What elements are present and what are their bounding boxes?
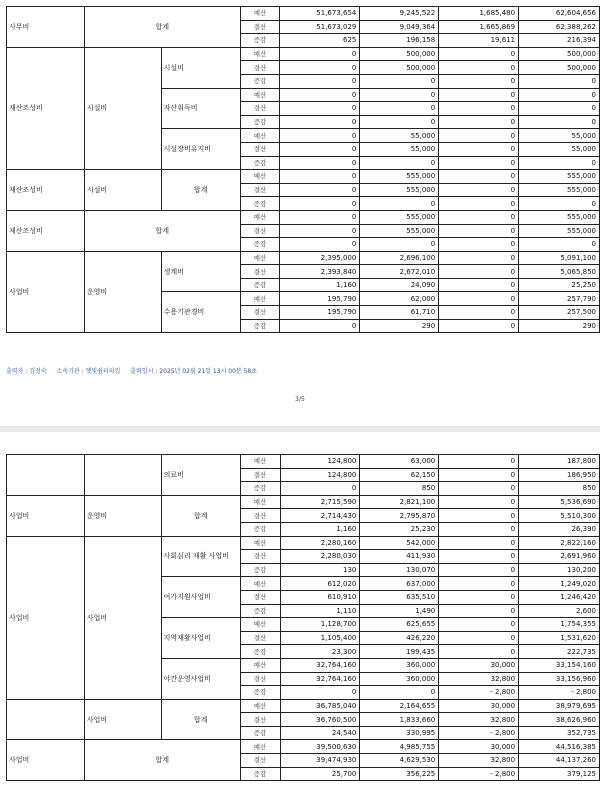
category-cell: 사업비 — [7, 495, 85, 536]
amount-cell: 0 — [439, 306, 519, 320]
item-cell: 생계비 — [161, 251, 240, 292]
row-type: 예산 — [240, 618, 280, 632]
row-type: 결산 — [240, 713, 280, 727]
row-type: 증감 — [240, 645, 280, 659]
amount-cell: 0 — [439, 156, 519, 170]
row-type: 결산 — [240, 102, 280, 116]
row-type: 예산 — [240, 699, 280, 713]
amount-cell: 0 — [519, 102, 600, 116]
amount-cell: 39,474,930 — [280, 754, 360, 768]
amount-cell: 51,673,029 — [280, 20, 360, 34]
amount-cell: 0 — [280, 88, 360, 102]
row-type: 예산 — [240, 129, 280, 143]
amount-cell: 130,070 — [360, 563, 439, 577]
amount-cell: 0 — [280, 47, 360, 61]
amount-cell: 222,735 — [519, 645, 600, 659]
amount-cell: 352,735 — [519, 726, 600, 740]
amount-cell: 63,000 — [360, 455, 439, 469]
row-type: 예산 — [240, 740, 280, 754]
amount-cell: 0 — [439, 238, 519, 252]
amount-cell: 2,280,030 — [280, 550, 360, 564]
amount-cell: - 2,800 — [519, 686, 600, 700]
amount-cell: 0 — [360, 238, 439, 252]
amount-cell: 290 — [519, 319, 600, 333]
amount-cell: 542,000 — [360, 536, 439, 550]
amount-cell: 0 — [280, 115, 360, 129]
amount-cell: 0 — [280, 183, 360, 197]
amount-cell: 0 — [280, 142, 360, 156]
amount-cell: 25,700 — [280, 767, 360, 781]
row-type: 예산 — [240, 251, 280, 265]
item-cell: 의료비 — [161, 455, 240, 496]
amount-cell: 637,000 — [360, 577, 439, 591]
amount-cell: 24,540 — [280, 726, 360, 740]
amount-cell: 0 — [519, 115, 600, 129]
amount-cell: 379,125 — [519, 767, 600, 781]
row-type: 증감 — [240, 522, 280, 536]
row-type: 증감 — [240, 319, 280, 333]
row-type: 결산 — [240, 590, 280, 604]
amount-cell: 555,000 — [519, 183, 600, 197]
amount-cell: 0 — [439, 142, 519, 156]
amount-cell: 38,979,695 — [519, 699, 600, 713]
amount-cell: 0 — [439, 455, 519, 469]
amount-cell: 0 — [439, 292, 519, 306]
amount-cell: 625 — [280, 34, 360, 48]
amount-cell: 0 — [439, 319, 519, 333]
subtotal-cell: 합계 — [84, 740, 240, 781]
amount-cell: 124,800 — [280, 455, 360, 469]
subcategory-cell — [84, 455, 161, 496]
subcategory-cell: 운영비 — [84, 251, 161, 333]
amount-cell: 1,160 — [280, 278, 360, 292]
item-cell: 시설장비유지비 — [161, 129, 240, 170]
amount-cell: 2,822,160 — [519, 536, 600, 550]
page-number: 3/5 — [295, 396, 305, 403]
amount-cell: 2,393,840 — [280, 265, 360, 279]
amount-cell: 0 — [439, 61, 519, 75]
amount-cell: 5,091,100 — [519, 251, 600, 265]
amount-cell: 0 — [360, 115, 439, 129]
amount-cell: 555,000 — [360, 210, 439, 224]
amount-cell: 0 — [439, 536, 519, 550]
row-type: 증감 — [240, 115, 280, 129]
amount-cell: 0 — [439, 631, 519, 645]
amount-cell: 0 — [280, 686, 360, 700]
amount-cell: 30,000 — [439, 699, 519, 713]
amount-cell: 0 — [280, 197, 360, 211]
amount-cell: 62,000 — [360, 292, 439, 306]
amount-cell: 9,049,364 — [360, 20, 439, 34]
amount-cell: 44,137,260 — [519, 754, 600, 768]
subcategory-cell: 사업비 — [84, 536, 161, 699]
amount-cell: 0 — [439, 618, 519, 632]
amount-cell: 2,280,160 — [280, 536, 360, 550]
amount-cell: 5,510,300 — [519, 509, 600, 523]
amount-cell: 555,000 — [360, 224, 439, 238]
amount-cell: 0 — [439, 604, 519, 618]
amount-cell: 257,500 — [519, 306, 600, 320]
row-type: 증감 — [240, 34, 280, 48]
row-type: 증감 — [240, 197, 280, 211]
subcategory-cell: 운영비 — [84, 495, 161, 536]
category-cell: 사업비 — [7, 251, 85, 333]
item-cell: 지역재활사업비 — [161, 618, 240, 659]
category-cell — [7, 455, 85, 496]
amount-cell: 4,985,755 — [360, 740, 439, 754]
row-type: 예산 — [240, 455, 280, 469]
amount-cell: 0 — [439, 509, 519, 523]
subtotal-cell: 합계 — [161, 170, 240, 211]
amount-cell: 25,230 — [360, 522, 439, 536]
amount-cell: 0 — [439, 645, 519, 659]
amount-cell: 0 — [439, 468, 519, 482]
amount-cell: 2,821,100 — [360, 495, 439, 509]
amount-cell: 2,715,590 — [280, 495, 360, 509]
amount-cell: 330,995 — [360, 726, 439, 740]
amount-cell: 2,691,960 — [519, 550, 600, 564]
subtotal-cell: 합계 — [161, 699, 240, 740]
amount-cell: 500,000 — [519, 47, 600, 61]
amount-cell: 0 — [439, 265, 519, 279]
amount-cell: 0 — [439, 224, 519, 238]
amount-cell: 0 — [360, 102, 439, 116]
amount-cell: 2,600 — [519, 604, 600, 618]
subtotal-cell: 합계 — [84, 210, 240, 251]
amount-cell: 1,246,420 — [519, 590, 600, 604]
amount-cell: 62,150 — [360, 468, 439, 482]
amount-cell: 44,516,385 — [519, 740, 600, 754]
amount-cell: 4,629,530 — [360, 754, 439, 768]
row-type: 결산 — [240, 20, 280, 34]
amount-cell: 26,390 — [519, 522, 600, 536]
amount-cell: 5,065,850 — [519, 265, 600, 279]
amount-cell: 1,249,020 — [519, 577, 600, 591]
row-type: 예산 — [240, 7, 280, 21]
amount-cell: 1,105,400 — [280, 631, 360, 645]
amount-cell: 0 — [439, 278, 519, 292]
amount-cell: 0 — [439, 495, 519, 509]
subcategory-cell: 시설비 — [84, 47, 161, 169]
category-cell: 재산조성비 — [7, 170, 85, 211]
amount-cell: 9,245,522 — [360, 7, 439, 21]
amount-cell: 360,000 — [360, 672, 439, 686]
amount-cell: 555,000 — [519, 224, 600, 238]
item-cell: 자산취득비 — [161, 88, 240, 129]
amount-cell: 130,200 — [519, 563, 600, 577]
amount-cell: 0 — [280, 61, 360, 75]
amount-cell: 1,128,700 — [280, 618, 360, 632]
category-cell: 사업비 — [7, 536, 85, 699]
page-separator — [0, 426, 600, 432]
amount-cell: 625,655 — [360, 618, 439, 632]
row-type: 예산 — [240, 292, 280, 306]
amount-cell: 411,930 — [360, 550, 439, 564]
amount-cell: 500,000 — [360, 61, 439, 75]
amount-cell: 0 — [360, 686, 439, 700]
amount-cell: 0 — [439, 170, 519, 184]
category-cell: 재산조성비 — [7, 47, 85, 169]
amount-cell: 0 — [439, 482, 519, 496]
amount-cell: 1,754,355 — [519, 618, 600, 632]
amount-cell: 2,714,430 — [280, 509, 360, 523]
amount-cell: 0 — [439, 47, 519, 61]
row-type: 예산 — [240, 88, 280, 102]
amount-cell: 1,685,480 — [439, 7, 519, 21]
amount-cell: 0 — [439, 550, 519, 564]
row-type: 결산 — [240, 509, 280, 523]
amount-cell: 555,000 — [360, 183, 439, 197]
amount-cell: 0 — [360, 88, 439, 102]
amount-cell: 2,164,655 — [360, 699, 439, 713]
amount-cell: 1,833,660 — [360, 713, 439, 727]
amount-cell: 1,531,620 — [519, 631, 600, 645]
amount-cell: 0 — [280, 482, 360, 496]
amount-cell: 0 — [439, 251, 519, 265]
amount-cell: 62,604,656 — [519, 7, 600, 21]
amount-cell: 0 — [519, 238, 600, 252]
amount-cell: 850 — [360, 482, 439, 496]
row-type: 결산 — [240, 183, 280, 197]
subcategory-cell: 사업비 — [84, 699, 161, 740]
amount-cell: 360,000 — [360, 658, 439, 672]
row-type: 예산 — [240, 170, 280, 184]
amount-cell: 500,000 — [519, 61, 600, 75]
row-type: 예산 — [240, 495, 280, 509]
amount-cell: 2,795,870 — [360, 509, 439, 523]
amount-cell: 2,696,100 — [360, 251, 439, 265]
subtotal-cell: 합계 — [84, 7, 240, 48]
amount-cell: 500,000 — [360, 47, 439, 61]
amount-cell: 0 — [280, 319, 360, 333]
amount-cell: 1,160 — [280, 522, 360, 536]
amount-cell: 0 — [519, 156, 600, 170]
amount-cell: 36,785,040 — [280, 699, 360, 713]
category-cell: 재산조성비 — [7, 210, 85, 251]
amount-cell: 55,000 — [360, 129, 439, 143]
row-type: 증감 — [240, 278, 280, 292]
amount-cell: 0 — [439, 563, 519, 577]
amount-cell: 610,910 — [280, 590, 360, 604]
amount-cell: 32,800 — [439, 713, 519, 727]
amount-cell: 0 — [280, 210, 360, 224]
amount-cell: 0 — [439, 129, 519, 143]
amount-cell: 555,000 — [519, 210, 600, 224]
row-type: 증감 — [240, 156, 280, 170]
row-type: 결산 — [240, 631, 280, 645]
amount-cell: 0 — [519, 74, 600, 88]
budget-table-page-1 — [6, 6, 600, 333]
amount-cell: 32,800 — [439, 672, 519, 686]
category-cell: 사무비 — [7, 7, 85, 48]
amount-cell: 1,665,869 — [439, 20, 519, 34]
amount-cell: 0 — [439, 115, 519, 129]
amount-cell: - 2,800 — [439, 686, 519, 700]
amount-cell: 30,000 — [439, 658, 519, 672]
row-type: 예산 — [240, 536, 280, 550]
amount-cell: 0 — [360, 197, 439, 211]
print-footer — [6, 366, 265, 375]
amount-cell: 0 — [439, 74, 519, 88]
amount-cell: 1,490 — [360, 604, 439, 618]
amount-cell: 2,672,010 — [360, 265, 439, 279]
budget-table-page-2 — [6, 454, 600, 781]
row-type: 증감 — [240, 563, 280, 577]
item-cell: 사회심리 재활 사업비 — [161, 536, 240, 577]
row-type: 결산 — [240, 224, 280, 238]
printed-at: 출력일시 : 2025년 02월 21일 13시 00분 58초 — [130, 368, 258, 375]
amount-cell: 0 — [439, 522, 519, 536]
row-type: 결산 — [240, 468, 280, 482]
row-type: 결산 — [240, 265, 280, 279]
amount-cell: 61,710 — [360, 306, 439, 320]
amount-cell: 55,000 — [519, 129, 600, 143]
amount-cell: 186,950 — [519, 468, 600, 482]
amount-cell: 32,764,160 — [280, 658, 360, 672]
amount-cell: 51,673,654 — [280, 7, 360, 21]
row-type: 예산 — [240, 658, 280, 672]
amount-cell: 195,790 — [280, 306, 360, 320]
amount-cell: 55,000 — [519, 142, 600, 156]
row-type: 증감 — [240, 482, 280, 496]
amount-cell: 0 — [519, 197, 600, 211]
printed-by: 출력자 : 김정숙 — [6, 368, 47, 375]
amount-cell: 0 — [280, 156, 360, 170]
amount-cell: 555,000 — [519, 170, 600, 184]
organization: 소속기관 : 햇빛쉼터의집 — [56, 368, 121, 375]
amount-cell: 33,154,160 — [519, 658, 600, 672]
amount-cell: 850 — [519, 482, 600, 496]
row-type: 예산 — [240, 577, 280, 591]
amount-cell: 0 — [439, 590, 519, 604]
row-type: 결산 — [240, 142, 280, 156]
amount-cell: 0 — [519, 88, 600, 102]
amount-cell: 30,000 — [439, 740, 519, 754]
amount-cell: 38,626,960 — [519, 713, 600, 727]
amount-cell: 0 — [439, 88, 519, 102]
amount-cell: 55,000 — [360, 142, 439, 156]
row-type: 예산 — [240, 210, 280, 224]
row-type: 증감 — [240, 604, 280, 618]
amount-cell: 0 — [360, 156, 439, 170]
amount-cell: 0 — [360, 74, 439, 88]
amount-cell: 0 — [280, 102, 360, 116]
item-cell: 수용기관경비 — [161, 292, 240, 333]
amount-cell: 196,158 — [360, 34, 439, 48]
amount-cell: 216,394 — [519, 34, 600, 48]
amount-cell: 24,090 — [360, 278, 439, 292]
category-cell — [7, 699, 85, 740]
amount-cell: 0 — [439, 577, 519, 591]
row-type: 증감 — [240, 686, 280, 700]
amount-cell: 0 — [280, 170, 360, 184]
item-cell: 시설비 — [161, 47, 240, 88]
subtotal-cell: 합계 — [161, 495, 240, 536]
amount-cell: 2,395,000 — [280, 251, 360, 265]
amount-cell: 0 — [280, 238, 360, 252]
item-cell: 여가지원사업비 — [161, 577, 240, 618]
amount-cell: 0 — [439, 102, 519, 116]
row-type: 예산 — [240, 47, 280, 61]
amount-cell: 257,790 — [519, 292, 600, 306]
amount-cell: 39,500,630 — [280, 740, 360, 754]
amount-cell: 124,800 — [280, 468, 360, 482]
amount-cell: 62,388,262 — [519, 20, 600, 34]
amount-cell: 0 — [280, 74, 360, 88]
row-type: 결산 — [240, 754, 280, 768]
subcategory-cell: 시설비 — [84, 170, 161, 211]
row-type: 증감 — [240, 238, 280, 252]
amount-cell: 32,800 — [439, 754, 519, 768]
amount-cell: 635,510 — [360, 590, 439, 604]
amount-cell: 356,225 — [360, 767, 439, 781]
amount-cell: 19,611 — [439, 34, 519, 48]
amount-cell: 0 — [439, 210, 519, 224]
amount-cell: 187,800 — [519, 455, 600, 469]
item-cell: 야간운영사업비 — [161, 658, 240, 699]
amount-cell: 0 — [280, 129, 360, 143]
row-type: 증감 — [240, 726, 280, 740]
row-type: 증감 — [240, 74, 280, 88]
amount-cell: 130 — [280, 563, 360, 577]
amount-cell: 290 — [360, 319, 439, 333]
amount-cell: 1,110 — [280, 604, 360, 618]
amount-cell: 555,000 — [360, 170, 439, 184]
amount-cell: 32,764,160 — [280, 672, 360, 686]
amount-cell: 5,536,690 — [519, 495, 600, 509]
amount-cell: 23,300 — [280, 645, 360, 659]
amount-cell: 33,156,960 — [519, 672, 600, 686]
amount-cell: 0 — [439, 197, 519, 211]
row-type: 결산 — [240, 61, 280, 75]
row-type: 결산 — [240, 550, 280, 564]
row-type: 결산 — [240, 672, 280, 686]
amount-cell: 0 — [439, 183, 519, 197]
row-type: 증감 — [240, 767, 280, 781]
amount-cell: 199,435 — [360, 645, 439, 659]
amount-cell: - 2,800 — [439, 726, 519, 740]
amount-cell: 36,760,500 — [280, 713, 360, 727]
amount-cell: 25,250 — [519, 278, 600, 292]
category-cell: 사업비 — [7, 740, 85, 781]
amount-cell: - 2,800 — [439, 767, 519, 781]
amount-cell: 0 — [280, 224, 360, 238]
amount-cell: 612,020 — [280, 577, 360, 591]
row-type: 결산 — [240, 306, 280, 320]
amount-cell: 195,790 — [280, 292, 360, 306]
amount-cell: 426,220 — [360, 631, 439, 645]
